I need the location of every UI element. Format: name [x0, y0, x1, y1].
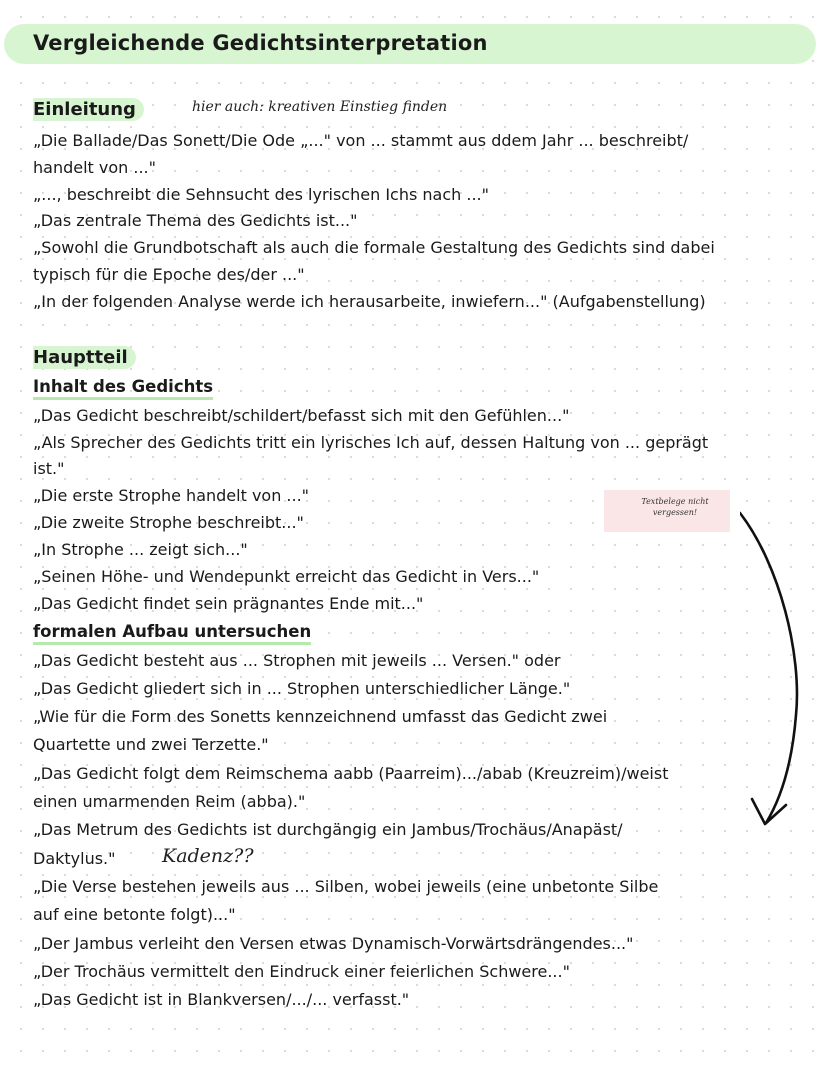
inhalt-line-7: „Seinen Höhe- und Wendepunkt erreicht das Gedicht in Vers...": [33, 567, 540, 586]
inhalt-line-1: „Das Gedicht beschreibt/schildert/befasst sich mit den Gefühlen...": [33, 406, 570, 425]
formal-line-6: einen umarmenden Reim (abba).": [33, 792, 306, 811]
handwritten-note-kadenz: Kadenz??: [162, 845, 254, 867]
einleitung-line-1: „Die Ballade/Das Sonett/Die Ode „..." von ... stammt aus ddem Jahr ... beschreibt/: [33, 131, 689, 150]
handwritten-note-einstieg: hier auch: kreativen Einstieg finden: [192, 99, 448, 115]
page-title: Vergleichende Gedichtsinterpretation: [33, 31, 488, 55]
formal-line-3: „Wie für die Form des Sonetts kennzeichnend umfasst das Gedicht zwei: [33, 707, 608, 726]
inhalt-line-6: „In Strophe ... zeigt sich...": [33, 540, 248, 559]
einleitung-line-4: „Das zentrale Thema des Gedichts ist...": [33, 211, 358, 230]
inhalt-line-5: „Die zweite Strophe beschreibt...": [33, 513, 304, 532]
einleitung-line-3: „..., beschreibt die Sehnsucht des lyrischen Ichs nach ...": [33, 185, 489, 204]
heading-hauptteil: Hauptteil: [33, 346, 136, 369]
formal-line-1: „Das Gedicht besteht aus ... Strophen mit jeweils ... Versen." oder: [33, 651, 561, 670]
formal-line-7: „Das Metrum des Gedichts ist durchgängig ein Jambus/Trochäus/Anapäst/: [33, 820, 623, 839]
formal-line-13: „Das Gedicht ist in Blankversen/.../... verfasst.": [33, 990, 410, 1009]
formal-line-5: „Das Gedicht folgt dem Reimschema aabb (Paarreim).../abab (Kreuzreim)/weist: [33, 764, 669, 783]
curved-arrow-icon: [740, 505, 810, 835]
einleitung-line-2: handelt von ...": [33, 158, 156, 177]
subheading-inhalt: Inhalt des Gedichts: [33, 377, 213, 400]
formal-line-10: auf eine betonte folgt)...": [33, 905, 236, 924]
einleitung-line-7: „In der folgenden Analyse werde ich herausarbeite, inwiefern..." (Aufgabenstellung): [33, 292, 706, 311]
heading-einleitung: Einleitung: [33, 98, 144, 121]
inhalt-line-4: „Die erste Strophe handelt von ...": [33, 486, 310, 505]
einleitung-line-5: „Sowohl die Grundbotschaft als auch die formale Gestaltung des Gedichts sind dabei: [33, 238, 715, 257]
subheading-formal: formalen Aufbau untersuchen: [33, 622, 311, 645]
formal-line-9: „Die Verse bestehen jeweils aus ... Silben, wobei jeweils (eine unbetonte Silbe: [33, 877, 659, 896]
formal-line-4: Quartette und zwei Terzette.": [33, 735, 269, 754]
inhalt-line-3: ist.": [33, 459, 65, 478]
einleitung-line-6: typisch für die Epoche des/der ...": [33, 265, 305, 284]
inhalt-line-2: „Als Sprecher des Gedichts tritt ein lyrisches Ich auf, dessen Haltung von ... geprägt: [33, 433, 709, 452]
inhalt-line-8: „Das Gedicht findet sein prägnantes Ende mit...": [33, 594, 424, 613]
formal-line-2: „Das Gedicht gliedert sich in ... Strophen unterschiedlicher Länge.": [33, 679, 571, 698]
sticky-note-text: Textbelege nicht vergessen!: [641, 497, 709, 517]
formal-line-11: „Der Jambus verleiht den Versen etwas Dynamisch-Vorwärtsdrängendes...": [33, 934, 634, 953]
formal-line-12: „Der Trochäus vermittelt den Eindruck einer feierlichen Schwere...": [33, 962, 570, 981]
formal-line-8: Daktylus.": [33, 849, 116, 868]
